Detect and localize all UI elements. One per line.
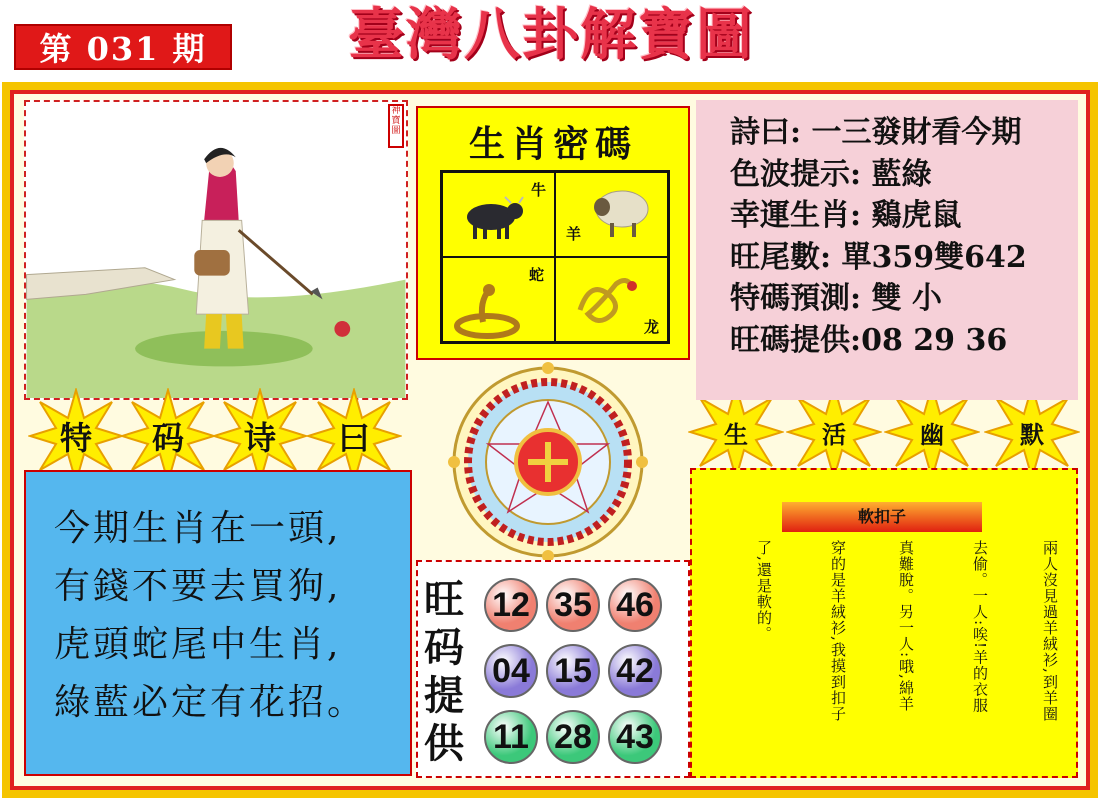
number-ball: 42 (608, 644, 662, 698)
poem-line: 今期生肖在一頭, (54, 508, 342, 549)
farmer-woman-illustration (26, 102, 406, 398)
page-title: 臺灣八卦解寶圖 (348, 2, 754, 68)
issue-number-badge: 第 031 期 (14, 24, 232, 70)
zodiac-cell-ox (442, 172, 555, 257)
zodiac-code-panel (416, 106, 690, 360)
hot-numbers-panel (416, 560, 690, 778)
number-ball: 46 (608, 578, 662, 632)
zodiac-cell-dragon (555, 257, 668, 342)
numbers-label (424, 576, 464, 768)
number-ball: 35 (546, 578, 600, 632)
info-lucky-zodiac: 幸運生肖: 鷄虎鼠 (730, 198, 962, 233)
joke-column: 穿的是羊絨衫,我摸到扣子 (829, 540, 847, 722)
joke-panel (690, 468, 1078, 778)
zodiac-label: 龙 (643, 318, 659, 336)
zodiac-grid (440, 170, 670, 344)
star-char: 特 (59, 419, 92, 457)
joke-column: 兩人沒見過羊絨衫,到羊圈 (1041, 540, 1059, 722)
zodiac-cell-sheep (555, 172, 668, 257)
zodiac-cell-snake (442, 257, 555, 342)
number-ball: 15 (546, 644, 600, 698)
ox-icon (455, 193, 525, 243)
number-ball: 12 (484, 578, 538, 632)
info-poem: 詩曰: 一三發財看今期 (730, 115, 1022, 150)
numbers-label-char: 码 (424, 624, 464, 671)
numbers-label-char: 旺 (424, 576, 464, 623)
joke-column: 真難脫。另一人:哦,綿羊 (897, 540, 915, 712)
bagua-compass (448, 362, 648, 562)
joke-column: 了,還是軟的。 (755, 540, 773, 642)
info-prediction: 特碼預測: 雙 小 (730, 281, 942, 316)
star-char: 默 (1020, 419, 1044, 449)
zodiac-label: 羊 (566, 225, 582, 243)
joke-column: 去偷。一人:唉!羊的衣服 (971, 540, 989, 714)
number-ball: 04 (484, 644, 538, 698)
joke-title: 軟扣子 (782, 502, 982, 532)
zodiac-label: 牛 (530, 181, 546, 199)
star-char: 码 (151, 419, 184, 457)
poem-line: 綠藍必定有花招。 (54, 682, 367, 723)
numbers-label-char: 供 (424, 720, 464, 767)
info-panel (696, 100, 1078, 400)
dragon-icon (570, 270, 640, 330)
star-char: 生 (724, 419, 748, 449)
zodiac-panel-title: 生肖密碼 (468, 123, 637, 165)
illustration-panel (24, 100, 408, 400)
info-tail-numbers: 旺尾數: 單359雙642 (730, 239, 1027, 275)
number-ball: 11 (484, 710, 538, 764)
zodiac-label: 蛇 (528, 266, 544, 284)
numbers-label-char: 提 (424, 672, 464, 719)
sheep-icon (590, 181, 660, 241)
info-color-wave: 色波提示: 藍綠 (730, 156, 932, 192)
number-ball: 28 (546, 710, 600, 764)
star-char: 曰 (337, 419, 370, 457)
star-char: 幽 (920, 419, 944, 449)
compass-icon (448, 362, 648, 562)
snake-icon (453, 282, 523, 340)
number-ball: 43 (608, 710, 662, 764)
info-hot-numbers: 旺碼提供:08 29 36 (730, 322, 1008, 358)
poem-line: 虎頭蛇尾中生肖, (54, 624, 342, 665)
star-char: 活 (822, 419, 846, 449)
poem-line: 有錢不要去買狗, (54, 566, 342, 607)
seal-stamp: 神寶圖 (388, 104, 404, 148)
star-char: 诗 (243, 419, 276, 457)
poem-panel (24, 470, 412, 776)
